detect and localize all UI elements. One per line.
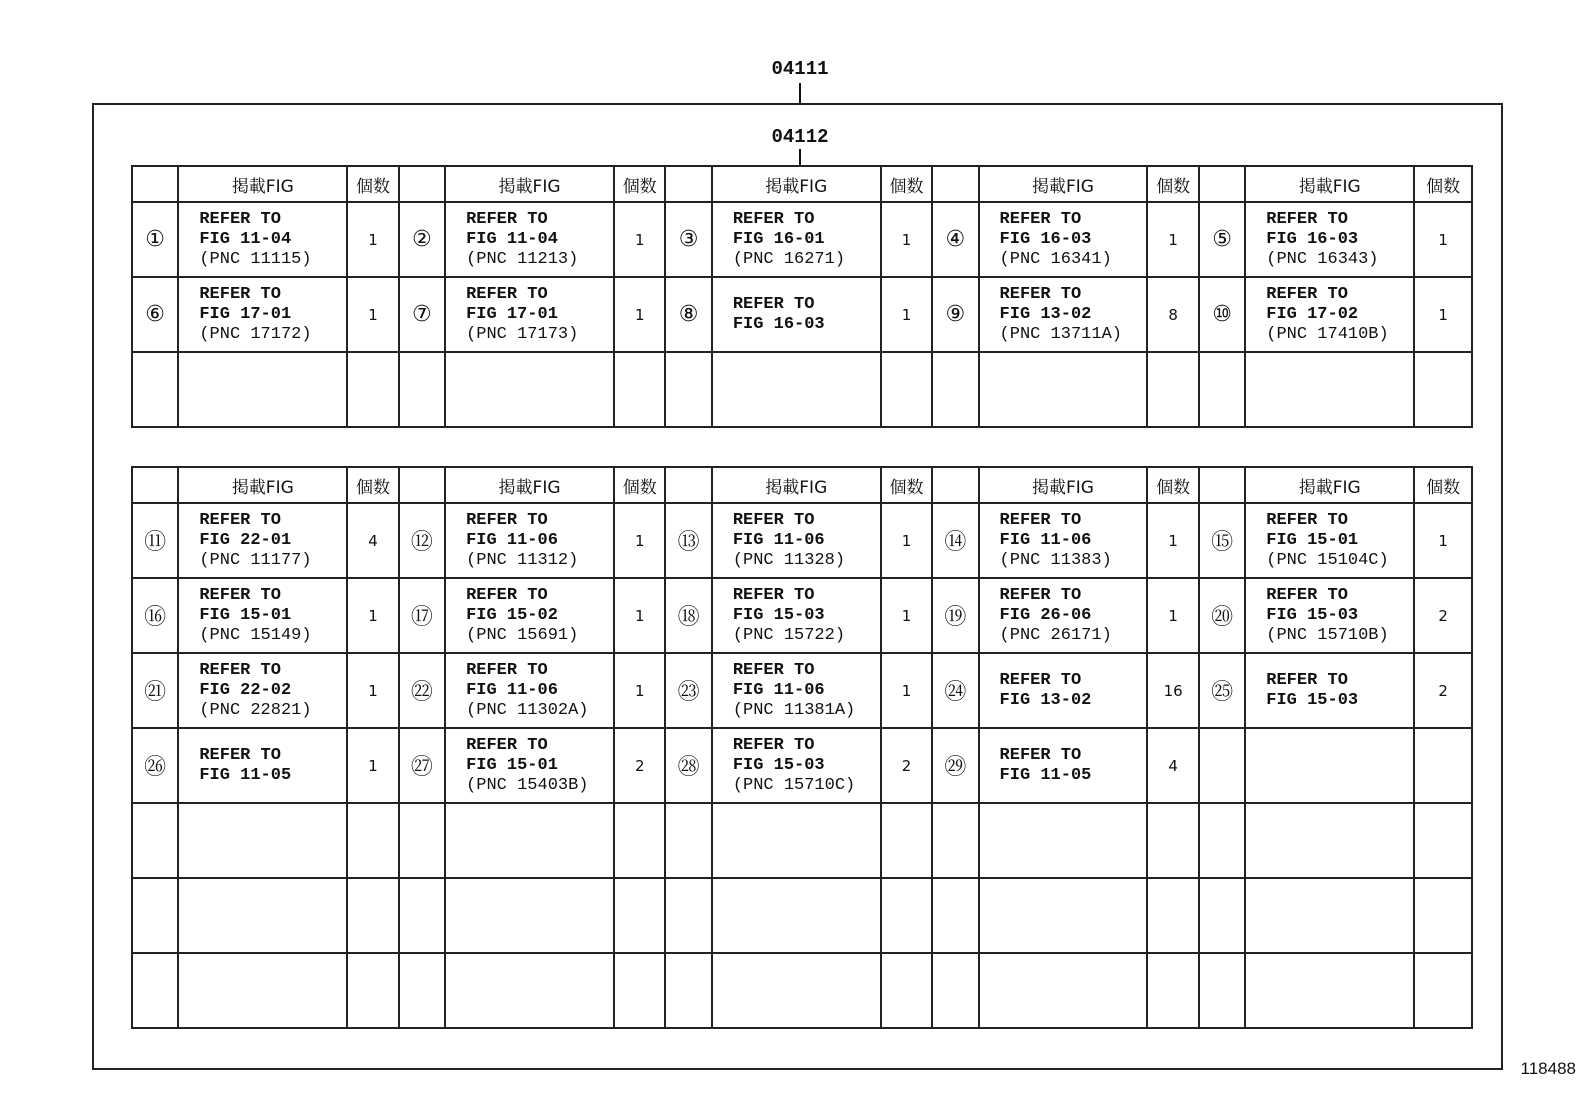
reference-table-lower <box>131 466 1473 1029</box>
header-fig: 掲載FIG <box>712 166 881 202</box>
refer-to-text: REFER TO <box>199 745 281 765</box>
header-qty: 個数 <box>881 166 932 202</box>
header-fig: 掲載FIG <box>712 467 881 503</box>
refer-to-text: REFER TO <box>732 209 815 229</box>
quantity: 8 <box>1147 277 1198 352</box>
fig-number: FIG 17-01 <box>199 304 292 324</box>
item-number: ⑳ <box>1199 578 1245 653</box>
table-row <box>132 953 1472 1028</box>
quantity <box>614 803 665 878</box>
header-fig: 掲載FIG <box>1245 467 1414 503</box>
item-number: ⑭ <box>932 503 978 578</box>
fig-reference <box>178 953 347 1028</box>
fig-reference <box>712 352 881 427</box>
header-qty: 個数 <box>1414 166 1472 202</box>
quantity <box>347 953 398 1028</box>
item-number <box>665 803 711 878</box>
item-number <box>132 878 178 953</box>
item-number <box>399 953 445 1028</box>
fig-number: FIG 15-01 <box>199 605 292 625</box>
pnc-reference: (PNC 11312) <box>466 550 579 570</box>
quantity <box>881 803 932 878</box>
fig-reference <box>178 803 347 878</box>
fig-number: FIG 11-06 <box>466 680 558 700</box>
item-number <box>399 803 445 878</box>
fig-reference <box>712 202 881 277</box>
fig-number: FIG 11-05 <box>199 765 292 785</box>
item-number <box>1199 352 1245 427</box>
fig-reference <box>445 653 614 728</box>
fig-number: FIG 13-02 <box>999 690 1092 710</box>
item-number: ㉓ <box>665 653 711 728</box>
fig-number: FIG 15-01 <box>1266 530 1359 550</box>
pnc-reference: (PNC 11302A) <box>466 700 589 720</box>
item-number <box>932 352 978 427</box>
table-row <box>132 878 1472 953</box>
fig-reference <box>1245 503 1414 578</box>
fig-reference <box>1245 953 1414 1028</box>
refer-to-text: REFER TO <box>199 209 281 229</box>
quantity <box>614 352 665 427</box>
item-number <box>932 878 978 953</box>
pnc-reference: (PNC 15710C) <box>732 775 856 795</box>
quantity: 1 <box>881 503 932 578</box>
fig-number: FIG 11-04 <box>199 229 292 249</box>
fig-reference <box>712 953 881 1028</box>
header-qty: 個数 <box>1414 467 1472 503</box>
item-number: ③ <box>665 202 711 277</box>
item-number: ⑦ <box>399 277 445 352</box>
pnc-reference: (PNC 17173) <box>466 324 579 344</box>
item-number <box>665 953 711 1028</box>
refer-to-text: REFER TO <box>199 585 281 605</box>
fig-reference <box>712 503 881 578</box>
item-number <box>132 803 178 878</box>
quantity: 1 <box>347 578 398 653</box>
item-number <box>1199 728 1245 803</box>
pnc-reference: (PNC 16271) <box>732 249 846 269</box>
quantity <box>1147 878 1198 953</box>
pnc-reference: (PNC 15403B) <box>466 775 589 795</box>
pnc-reference: (PNC 22821) <box>199 700 312 720</box>
quantity: 1 <box>614 202 665 277</box>
item-number: ⑩ <box>1199 277 1245 352</box>
header-qty: 個数 <box>1147 166 1198 202</box>
refer-to-text: REFER TO <box>1266 670 1348 690</box>
fig-number: FIG 15-01 <box>466 755 558 775</box>
pnc-reference: (PNC 11213) <box>466 249 579 269</box>
quantity <box>881 878 932 953</box>
quantity <box>881 953 932 1028</box>
pnc-reference: (PNC 11177) <box>199 550 312 570</box>
fig-number: FIG 11-06 <box>732 530 825 550</box>
item-number: ㉘ <box>665 728 711 803</box>
pnc-reference: (PNC 11328) <box>732 550 846 570</box>
item-number: ㉑ <box>132 653 178 728</box>
fig-number: FIG 15-03 <box>732 755 825 775</box>
fig-reference <box>979 578 1148 653</box>
refer-to-text: REFER TO <box>999 510 1082 530</box>
header-fig: 掲載FIG <box>445 467 614 503</box>
table-row <box>132 277 1472 352</box>
quantity: 4 <box>347 503 398 578</box>
reference-table-upper <box>131 165 1473 428</box>
inner-assembly-code: 04112 <box>771 126 829 148</box>
refer-to-text: REFER TO <box>732 510 815 530</box>
header-fig: 掲載FIG <box>445 166 614 202</box>
fig-reference <box>979 803 1148 878</box>
header-qty: 個数 <box>881 467 932 503</box>
refer-to-text: REFER TO <box>466 284 548 304</box>
quantity: 1 <box>1147 202 1198 277</box>
refer-to-text: REFER TO <box>999 745 1082 765</box>
refer-to-text: REFER TO <box>466 585 548 605</box>
item-number: ㉒ <box>399 653 445 728</box>
quantity: 1 <box>614 578 665 653</box>
fig-reference <box>1245 878 1414 953</box>
quantity: 1 <box>614 503 665 578</box>
fig-number: FIG 11-05 <box>999 765 1092 785</box>
refer-to-text: REFER TO <box>199 660 281 680</box>
refer-to-text: REFER TO <box>199 510 281 530</box>
fig-reference <box>445 503 614 578</box>
pnc-reference: (PNC 11115) <box>199 249 312 269</box>
fig-reference <box>979 503 1148 578</box>
quantity: 1 <box>1414 202 1472 277</box>
header-index-cell <box>132 166 178 202</box>
fig-reference <box>1245 202 1414 277</box>
fig-reference <box>712 578 881 653</box>
item-number: ㉔ <box>932 653 978 728</box>
item-number: ⑨ <box>932 277 978 352</box>
refer-to-text: REFER TO <box>1266 510 1348 530</box>
quantity: 1 <box>881 578 932 653</box>
outer-assembly-code: 04111 <box>771 58 829 80</box>
fig-number: FIG 22-01 <box>199 530 292 550</box>
table-row <box>132 503 1472 578</box>
pnc-reference: (PNC 16343) <box>1266 249 1379 269</box>
item-number: ⑬ <box>665 503 711 578</box>
header-fig: 掲載FIG <box>979 467 1148 503</box>
fig-reference <box>178 878 347 953</box>
fig-reference <box>178 352 347 427</box>
refer-to-text: REFER TO <box>999 670 1082 690</box>
refer-to-text: REFER TO <box>199 284 281 304</box>
header-index-cell <box>399 166 445 202</box>
fig-reference <box>979 277 1148 352</box>
header-index-cell <box>665 166 711 202</box>
pnc-reference: (PNC 13711A) <box>999 324 1122 344</box>
quantity <box>347 803 398 878</box>
refer-to-text: REFER TO <box>466 735 548 755</box>
item-number: ⑤ <box>1199 202 1245 277</box>
fig-number: FIG 16-03 <box>999 229 1092 249</box>
fig-number: FIG 15-03 <box>1266 605 1359 625</box>
item-number: ⑲ <box>932 578 978 653</box>
pnc-reference: (PNC 15104C) <box>1266 550 1389 570</box>
fig-number: FIG 11-04 <box>466 229 558 249</box>
refer-to-text: REFER TO <box>1266 209 1348 229</box>
fig-reference <box>1245 728 1414 803</box>
item-number: ⑫ <box>399 503 445 578</box>
item-number <box>399 878 445 953</box>
fig-reference <box>178 578 347 653</box>
item-number <box>932 953 978 1028</box>
fig-reference <box>712 653 881 728</box>
fig-reference <box>445 803 614 878</box>
quantity: 1 <box>1147 503 1198 578</box>
fig-reference <box>712 803 881 878</box>
fig-number: FIG 15-03 <box>732 605 825 625</box>
outer-leader-line <box>799 83 801 104</box>
quantity: 1 <box>614 653 665 728</box>
pnc-reference: (PNC 16341) <box>999 249 1112 269</box>
fig-number: FIG 15-03 <box>1266 690 1359 710</box>
fig-reference <box>979 352 1148 427</box>
header-qty: 個数 <box>614 467 665 503</box>
item-number: ⑧ <box>665 277 711 352</box>
pnc-reference: (PNC 15691) <box>466 625 579 645</box>
refer-to-text: REFER TO <box>999 284 1082 304</box>
quantity: 1 <box>347 728 398 803</box>
refer-to-text: REFER TO <box>466 510 548 530</box>
fig-number: FIG 11-06 <box>466 530 558 550</box>
pnc-reference: (PNC 15710B) <box>1266 625 1389 645</box>
fig-reference <box>712 878 881 953</box>
pnc-reference: (PNC 26171) <box>999 625 1112 645</box>
quantity: 2 <box>1414 578 1472 653</box>
item-number: ② <box>399 202 445 277</box>
fig-reference <box>178 653 347 728</box>
item-number: ㉖ <box>132 728 178 803</box>
pnc-reference: (PNC 11381A) <box>732 700 856 720</box>
header-index-cell <box>665 467 711 503</box>
header-row <box>132 467 1472 503</box>
quantity <box>347 352 398 427</box>
table-row <box>132 803 1472 878</box>
item-number <box>132 953 178 1028</box>
quantity <box>1414 803 1472 878</box>
item-number <box>932 803 978 878</box>
quantity: 1 <box>881 653 932 728</box>
item-number <box>1199 803 1245 878</box>
header-index-cell <box>932 166 978 202</box>
quantity: 2 <box>881 728 932 803</box>
quantity: 1 <box>1414 503 1472 578</box>
quantity <box>1414 728 1472 803</box>
fig-number: FIG 16-01 <box>732 229 825 249</box>
refer-to-text: REFER TO <box>999 585 1082 605</box>
item-number <box>399 352 445 427</box>
header-qty: 個数 <box>347 467 398 503</box>
fig-number: FIG 13-02 <box>999 304 1092 324</box>
fig-reference <box>1245 578 1414 653</box>
fig-number: FIG 16-03 <box>1266 229 1359 249</box>
quantity: 1 <box>347 277 398 352</box>
fig-reference <box>979 878 1148 953</box>
fig-reference <box>979 653 1148 728</box>
header-fig: 掲載FIG <box>1245 166 1414 202</box>
item-number: ⑪ <box>132 503 178 578</box>
fig-reference <box>1245 803 1414 878</box>
fig-reference <box>1245 653 1414 728</box>
fig-reference <box>979 953 1148 1028</box>
refer-to-text: REFER TO <box>732 735 815 755</box>
item-number <box>665 352 711 427</box>
header-index-cell <box>132 467 178 503</box>
inner-leader-line <box>799 149 801 166</box>
fig-number: FIG 11-06 <box>999 530 1092 550</box>
table-row <box>132 578 1472 653</box>
pnc-reference: (PNC 15722) <box>732 625 846 645</box>
fig-number: FIG 22-02 <box>199 680 292 700</box>
quantity <box>1147 352 1198 427</box>
fig-reference <box>178 202 347 277</box>
header-qty: 個数 <box>1147 467 1198 503</box>
pnc-reference: (PNC 17410B) <box>1266 324 1389 344</box>
quantity: 2 <box>1414 653 1472 728</box>
header-row <box>132 166 1472 202</box>
quantity <box>1414 352 1472 427</box>
fig-reference <box>1245 277 1414 352</box>
item-number: ㉙ <box>932 728 978 803</box>
item-number: ⑮ <box>1199 503 1245 578</box>
header-qty: 個数 <box>347 166 398 202</box>
item-number: ④ <box>932 202 978 277</box>
header-index-cell <box>399 467 445 503</box>
fig-number: FIG 17-01 <box>466 304 558 324</box>
item-number: ⑱ <box>665 578 711 653</box>
fig-reference <box>445 352 614 427</box>
pnc-reference: (PNC 17172) <box>199 324 312 344</box>
table-row <box>132 728 1472 803</box>
fig-reference <box>979 202 1148 277</box>
header-index-cell <box>1199 467 1245 503</box>
quantity <box>347 878 398 953</box>
item-number <box>132 352 178 427</box>
header-index-cell <box>932 467 978 503</box>
fig-reference <box>445 578 614 653</box>
item-number: ㉗ <box>399 728 445 803</box>
item-number: ① <box>132 202 178 277</box>
header-fig: 掲載FIG <box>979 166 1148 202</box>
fig-reference <box>178 728 347 803</box>
quantity: 1 <box>347 653 398 728</box>
quantity: 16 <box>1147 653 1198 728</box>
item-number <box>1199 878 1245 953</box>
quantity <box>1147 803 1198 878</box>
quantity <box>614 953 665 1028</box>
refer-to-text: REFER TO <box>466 660 548 680</box>
item-number <box>1199 953 1245 1028</box>
pnc-reference: (PNC 15149) <box>199 625 312 645</box>
fig-reference <box>178 503 347 578</box>
fig-number: FIG 16-03 <box>732 314 825 334</box>
fig-reference <box>1245 352 1414 427</box>
fig-reference <box>445 277 614 352</box>
fig-reference <box>712 728 881 803</box>
quantity: 1 <box>1147 578 1198 653</box>
refer-to-text: REFER TO <box>732 660 815 680</box>
fig-number: FIG 11-06 <box>732 680 825 700</box>
fig-reference <box>445 953 614 1028</box>
table-row <box>132 653 1472 728</box>
quantity: 1 <box>881 202 932 277</box>
quantity <box>881 352 932 427</box>
refer-to-text: REFER TO <box>466 209 548 229</box>
fig-number: FIG 15-02 <box>466 605 558 625</box>
fig-reference <box>445 728 614 803</box>
fig-number: FIG 17-02 <box>1266 304 1359 324</box>
quantity <box>1147 953 1198 1028</box>
refer-to-text: REFER TO <box>732 294 815 314</box>
quantity <box>614 878 665 953</box>
header-qty: 個数 <box>614 166 665 202</box>
quantity: 1 <box>1414 277 1472 352</box>
quantity: 1 <box>347 202 398 277</box>
item-number: ⑥ <box>132 277 178 352</box>
header-index-cell <box>1199 166 1245 202</box>
quantity: 4 <box>1147 728 1198 803</box>
refer-to-text: REFER TO <box>999 209 1082 229</box>
quantity <box>1414 953 1472 1028</box>
fig-reference <box>445 878 614 953</box>
refer-to-text: REFER TO <box>732 585 815 605</box>
refer-to-text: REFER TO <box>1266 284 1348 304</box>
quantity: 2 <box>614 728 665 803</box>
fig-reference <box>445 202 614 277</box>
quantity: 1 <box>614 277 665 352</box>
fig-reference <box>712 277 881 352</box>
item-number: ⑯ <box>132 578 178 653</box>
item-number: ⑰ <box>399 578 445 653</box>
fig-number: FIG 26-06 <box>999 605 1092 625</box>
quantity <box>1414 878 1472 953</box>
header-fig: 掲載FIG <box>178 166 347 202</box>
table-row <box>132 352 1472 427</box>
item-number: ㉕ <box>1199 653 1245 728</box>
illustration-number: 118488 <box>1520 1059 1576 1078</box>
pnc-reference: (PNC 11383) <box>999 550 1112 570</box>
item-number <box>665 878 711 953</box>
header-fig: 掲載FIG <box>178 467 347 503</box>
refer-to-text: REFER TO <box>1266 585 1348 605</box>
quantity: 1 <box>881 277 932 352</box>
fig-reference <box>979 728 1148 803</box>
table-row <box>132 202 1472 277</box>
fig-reference <box>178 277 347 352</box>
